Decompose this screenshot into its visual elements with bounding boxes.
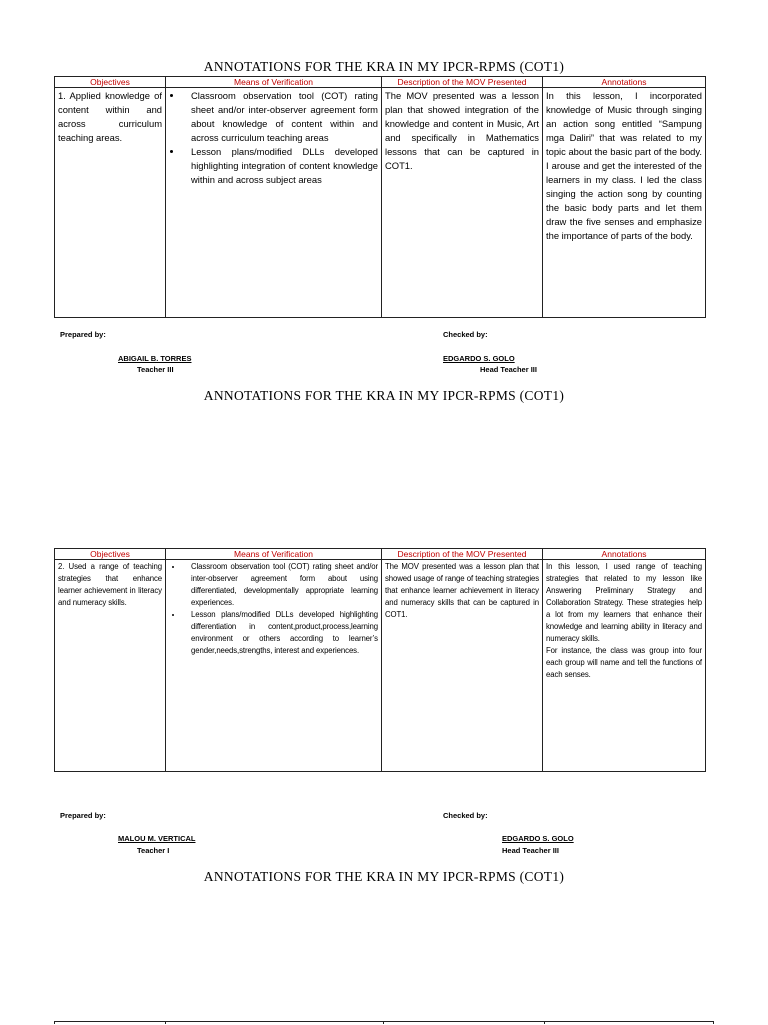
prepared-by-label: Prepared by:: [60, 330, 106, 339]
objective-cell: 2. Used a range of teaching strategies that enhance learner achievement in literacy and numeracy skills.: [55, 560, 166, 772]
mov-item: • Lesson plans/modified DLLs developed highlighting integration of content knowledge within and across subject areas: [183, 145, 378, 187]
annotation-paragraph: In this lesson, I used range of teaching strategies that related to my lesson like Answering Preliminary Strategy and Collaboration Strategy. These strategies help a lot from my learners that enhance their knowledge and learning ability in literacy and numeracy skills.: [546, 562, 702, 643]
checked-position: Head Teacher III: [502, 846, 559, 855]
annotation-cell: [543, 560, 706, 772]
description-cell: The MOV presented was a lesson plan that showed usage of range of teaching strategies that enhance learner achievement in literacy and numeracy skills that can be captured in COT1.: [382, 560, 543, 772]
prepared-by-label: Prepared by:: [60, 811, 106, 820]
document-title-3: ANNOTATIONS FOR THE KRA IN MY IPCR-RPMS (COT1): [203, 869, 565, 884]
checked-name: EDGARDO S. GOLO: [502, 834, 574, 843]
header-mov: Means of Verification: [166, 549, 382, 560]
header-objectives: Objectives: [55, 77, 166, 88]
table-top-border: [54, 1021, 714, 1025]
checked-by-label: Checked by:: [443, 811, 488, 820]
kra-table-2: [54, 548, 706, 772]
prepared-name: MALOU M. VERTICAL: [118, 834, 196, 843]
mov-item: • Classroom observation tool (COT) rating sheet and/or inter-observer agreement form about knowledge of content within and across curriculum teaching areas: [183, 89, 378, 145]
prepared-position: Teacher III: [137, 365, 174, 374]
document-title-1: ANNOTATIONS FOR THE KRA IN MY IPCR-RPMS (COT1): [203, 59, 565, 74]
header-annotations: Annotations: [543, 549, 706, 560]
checked-name: EDGARDO S. GOLO: [443, 354, 515, 363]
mov-cell: [166, 560, 382, 772]
mov-cell: [166, 88, 382, 318]
kra-table-1: [54, 76, 706, 318]
document-title-2: ANNOTATIONS FOR THE KRA IN MY IPCR-RPMS (COT1): [203, 388, 565, 403]
mov-item: • Lesson plans/modified DLLs developed highlighting differentiation in content,product,process,learning environment or others according to learner’s gender,needs,strengths, interest and experiences.: [183, 609, 378, 657]
annotation-paragraph: For instance, the class was group into four each group will name and tell the functions of each senses.: [546, 646, 702, 679]
checked-by-label: Checked by:: [443, 330, 488, 339]
mov-item: • Classroom observation tool (COT) rating sheet and/or inter-observer agreement form about using differentiated, developmentally appropriate learning experiences.: [183, 561, 378, 609]
prepared-name: ABIGAIL B. TORRES: [118, 354, 192, 363]
header-objectives: Objectives: [55, 549, 166, 560]
description-cell: The MOV presented was a lesson plan that showed integration of the knowledge and content in Music, Art and specifically in Mathematics lessons that can be captured in COT1.: [382, 88, 543, 318]
header-description: Description of the MOV Presented: [382, 549, 543, 560]
objective-cell: 1. Applied knowledge of content within and across curriculum teaching areas.: [55, 88, 166, 318]
header-mov: Means of Verification: [166, 77, 382, 88]
annotation-cell: In this lesson, I incorporated knowledge of Music through singing an action song entitled “Sampung mga Daliri” that was related to my topic about the basic part of the body. I arouse and get the interested of the learners in my class. I led the class singing the action song by counting the basic body parts and let them draw the five senses and emphasize the importance of parts of the body.: [543, 88, 706, 318]
checked-position: Head Teacher III: [480, 365, 537, 374]
header-description: Description of the MOV Presented: [382, 77, 543, 88]
header-annotations: Annotations: [543, 77, 706, 88]
prepared-position: Teacher I: [137, 846, 170, 855]
